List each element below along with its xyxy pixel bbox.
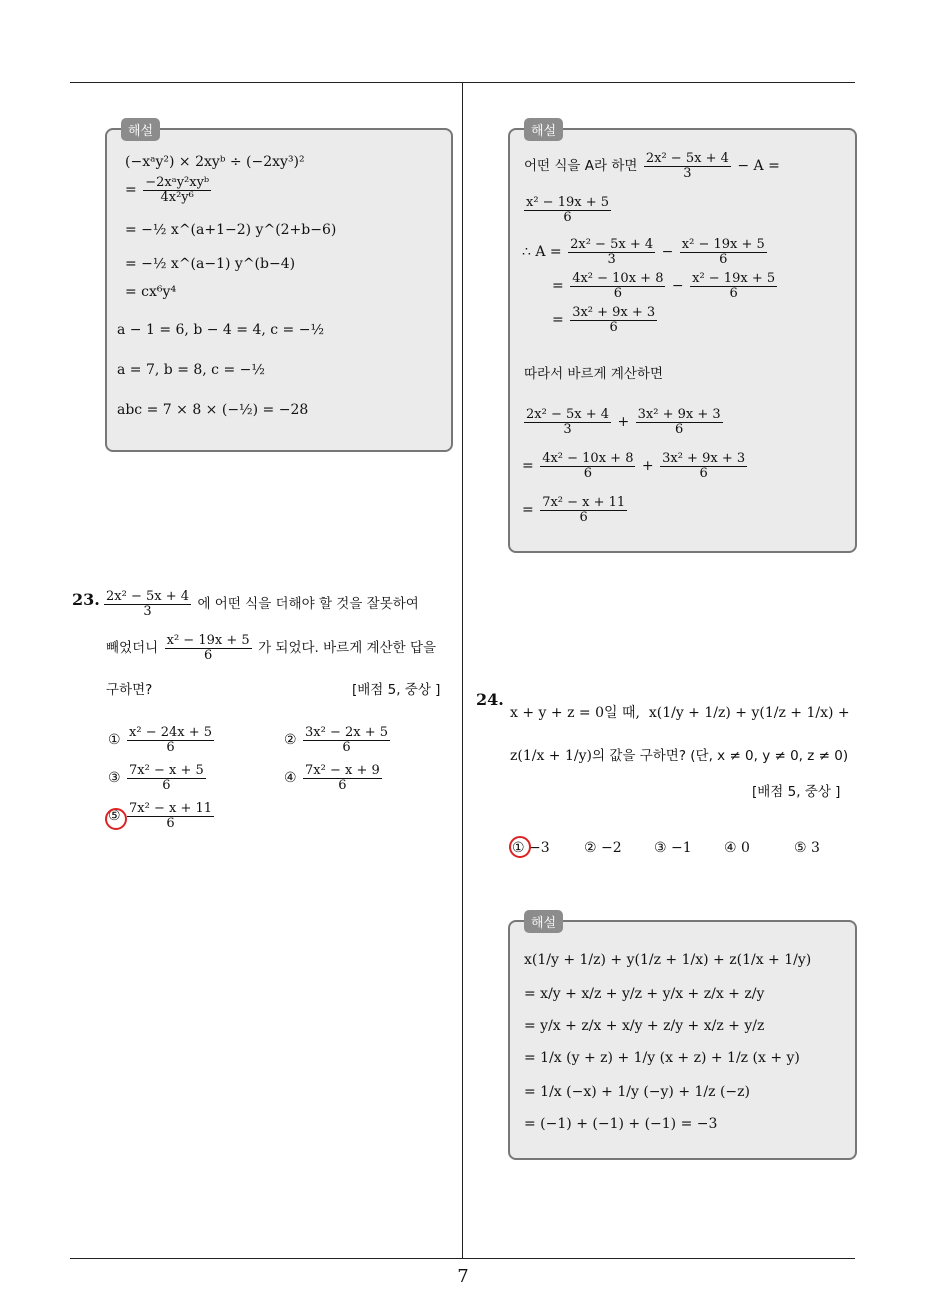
q24-choice-2[interactable]: ② −2 [584, 840, 622, 856]
sol23-line5: = $\frac{\text{3x² + 9x + 3}}{6}$ [552, 305, 656, 335]
q23-choice-1[interactable]: ① $\frac{\text{x² − 24x + 5}}{6}$ [108, 725, 213, 755]
sol23-line8: = $\frac{\text{7x² − x + 11}}{6}$ [522, 495, 626, 525]
sol23-line4: = $\frac{\text{4x² − 10x + 8}}{6}$ − $\frac{\text{x² − 19x + 5}}{6}$ [552, 271, 776, 301]
answer-circle-mark [509, 836, 531, 858]
sol22-line6: a − 1 = 6, b − 4 = 4, c = −½ [117, 322, 325, 338]
question-23-number: 23. [72, 590, 100, 609]
sol23-line1: 어떤 식을 A라 하면 $\frac{\text{2x² − 5x + 4}}{3}$ − A = [524, 151, 780, 181]
sol23-line2: $\frac{\text{x² − 19x + 5}}{6}$ [526, 195, 610, 225]
sol23-line7: = $\frac{\text{4x² − 10x + 8}}{6}$ + $\frac{\text{3x² + 9x + 3}}{6}$ [522, 451, 746, 481]
question-24-number: 24. [476, 690, 504, 709]
q23-choice-5[interactable]: ⑤ $\frac{\text{7x² − x + 11}}{6}$ [108, 801, 213, 831]
sol22-line8: abc = 7 × 8 × (−½) = −28 [117, 402, 309, 418]
solution-tag: 해설 [121, 118, 160, 141]
sol23-line6: $\frac{\text{2x² − 5x + 4}}{3}$ + $\frac{\text{3x² + 9x + 3}}{6}$ [526, 407, 721, 437]
q23-choice-3[interactable]: ③ $\frac{\text{7x² − x + 5}}{6}$ [108, 763, 204, 793]
column-divider [462, 83, 463, 1259]
q23-choice-4[interactable]: ④ $\frac{\text{7x² − x + 9}}{6}$ [284, 763, 380, 793]
solution-box-23 [508, 124, 857, 553]
sol24-line2: = x/y + x/z + y/z + y/x + z/x + z/y [524, 986, 765, 1002]
sol22-line2: = −2xᵃy²xyᵇ 4x²y⁶ [125, 175, 210, 205]
sol22-line1: (−xᵃy²) × 2xyᵇ ÷ (−2xy³)² [125, 154, 305, 170]
answer-circle-mark [105, 808, 127, 830]
solution-tag: 해설 [524, 118, 563, 141]
sol23-correct-label: 따라서 바르게 계산하면 [524, 366, 663, 382]
sol22-line3: = −½ x^(a+1−2) y^(2+b−6) [125, 222, 337, 238]
q23-line2: 빼었더니 $\frac{\text{x² − 19x + 5}}{6}$ 가 되었다. 바르게 계산한 답을 [106, 633, 437, 663]
sol24-line5: = 1/x (−x) + 1/y (−y) + 1/z (−z) [524, 1084, 750, 1100]
sol22-line4: = −½ x^(a−1) y^(b−4) [125, 256, 296, 272]
q23-line3: 구하면? [106, 682, 153, 698]
sol23-line3: ∴ A = $\frac{\text{2x² − 5x + 4}}{3}$ − $\frac{\text{x² − 19x + 5}}{6}$ [522, 237, 765, 267]
q24-choice-1[interactable]: ① −3 [512, 840, 550, 856]
q24-choice-3[interactable]: ③ −1 [654, 840, 692, 856]
sol22-line7: a = 7, b = 8, c = −½ [117, 362, 265, 378]
q24-line1: x + y + z = 0일 때, x(1/y + 1/z) + y(1/z + 1/x) + [510, 705, 850, 721]
sol24-line3: = y/x + z/x + x/y + z/y + x/z + y/z [524, 1018, 765, 1034]
q24-choice-5[interactable]: ⑤ 3 [794, 840, 820, 856]
solution-tag: 해설 [524, 910, 563, 933]
page-number: 7 [457, 1266, 469, 1287]
q24-line2: z(1/x + 1/y)의 값을 구하면? (단, x ≠ 0, y ≠ 0, z ≠ 0) [510, 748, 849, 764]
q24-choice-4[interactable]: ④ 0 [724, 840, 750, 856]
sol22-line5: = cx⁶y⁴ [125, 284, 177, 300]
sol24-line4: = 1/x (y + z) + 1/y (x + z) + 1/z (x + y) [524, 1050, 800, 1066]
sol24-line1: x(1/y + 1/z) + y(1/z + 1/x) + z(1/x + 1/y) [524, 952, 812, 968]
solution-box-22 [105, 124, 453, 452]
q23-score: [배점 5, 중상 ] [352, 682, 441, 698]
solution-box-24 [508, 916, 857, 1160]
q23-choice-2[interactable]: ② $\frac{\text{3x² − 2x + 5}}{6}$ [284, 725, 389, 755]
q24-score: [배점 5, 중상 ] [752, 784, 841, 800]
q23-line1: $\frac{\text{2x² − 5x + 4}}{3}$ 에 어떤 식을 더해야 할 것을 잘못하여 [106, 589, 419, 619]
sol24-line6: = (−1) + (−1) + (−1) = −3 [524, 1116, 718, 1132]
